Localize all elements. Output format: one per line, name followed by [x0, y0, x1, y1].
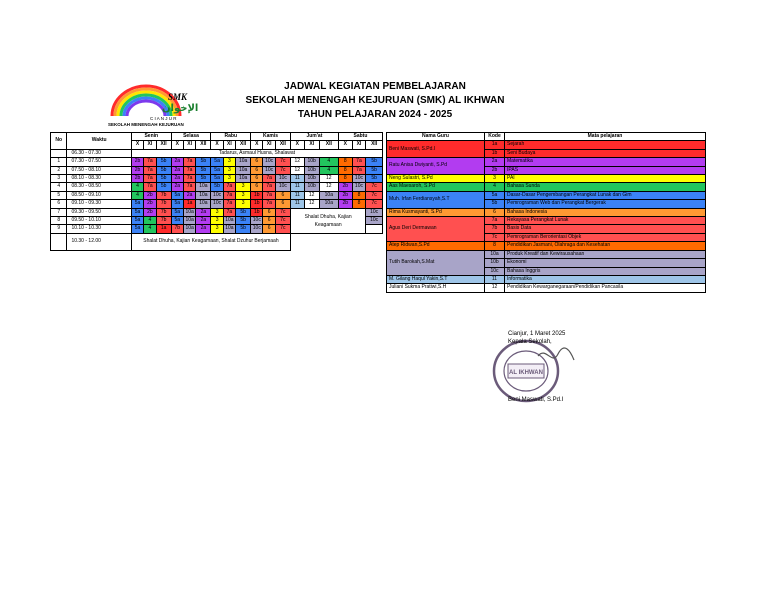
lesson-cell: 7c — [366, 191, 383, 199]
lesson-cell: 7a — [144, 158, 156, 166]
subject-name: Ekonomi — [505, 259, 706, 267]
class-head-1-2: XII — [196, 141, 211, 149]
lesson-cell: 10c — [263, 158, 275, 166]
schedule-row — [51, 191, 383, 199]
lesson-cell: 10a — [225, 217, 234, 224]
schedule-body — [51, 149, 383, 250]
lesson-cell: 7a — [352, 158, 366, 166]
lesson-cell: 10b — [304, 166, 319, 174]
lesson-cell: 5b — [366, 158, 383, 166]
teacher-row — [387, 217, 706, 225]
logo-city: C I A N J U R — [150, 116, 177, 121]
teacher-row — [387, 191, 706, 199]
lesson-cell: 7b — [156, 208, 171, 216]
subject-name: Pemrograman Web dan Perangkat Bergerak — [505, 200, 706, 208]
lesson-cell: 7a — [223, 208, 235, 216]
lesson-cell: 4 — [144, 217, 156, 225]
lesson-cell: 7a — [223, 200, 235, 208]
lesson-cell: 7a — [144, 175, 156, 183]
stamp-text: AL IKHWAN — [509, 370, 543, 376]
row-time: 09.30 - 09.50 — [67, 208, 131, 216]
teacher-row — [387, 141, 706, 149]
schedule-row — [51, 158, 383, 166]
lesson-cell: 1b — [251, 200, 263, 208]
lesson-cell: 8 — [338, 166, 352, 174]
subject-code: 7a — [485, 217, 505, 225]
subject-name: Bahasa Indonesia — [505, 208, 706, 216]
class-head-3-1: XI — [263, 141, 275, 149]
lesson-cell: 5b — [196, 158, 211, 166]
lesson-cell: 11 — [290, 191, 304, 199]
teacher-row — [387, 175, 706, 183]
lesson-cell: 7a — [263, 183, 275, 191]
subject-code: 10c — [485, 267, 505, 275]
lesson-cell: 10a — [225, 225, 234, 232]
schedule-row — [51, 175, 383, 183]
opening-time: 06.30 - 07.30 — [67, 149, 131, 157]
lesson-cell: 7c — [275, 166, 290, 174]
lesson-cell: 5a — [171, 200, 183, 208]
lesson-cell: 4 — [131, 183, 143, 191]
head-kode: Kode — [485, 133, 505, 141]
signature-name: Beni Maswati, S.Pd.I — [508, 397, 564, 403]
lesson-cell: 10a — [236, 158, 251, 166]
subject-code: 5a — [485, 191, 505, 199]
schedule-row — [51, 200, 383, 208]
class-head-1-1: XI — [183, 141, 195, 149]
row-time: 07.30 - 07.50 — [67, 158, 131, 166]
subject-name: Bahasa Inggris — [505, 267, 706, 275]
lesson-cell: 11 — [290, 200, 304, 208]
subject-code: 5b — [485, 200, 505, 208]
teacher-name: Ratu Anisa Dwiyanti, S.Pd — [387, 158, 485, 175]
schedule-row — [51, 166, 383, 174]
class-head-2-2: XII — [236, 141, 251, 149]
lesson-cell: 2b — [338, 183, 352, 191]
lesson-cell: 10c — [251, 217, 263, 225]
row-no: 8 — [51, 217, 67, 225]
lesson-cell: 10c — [366, 217, 383, 225]
lesson-cell: 5a — [131, 225, 143, 233]
subject-code: 10b — [485, 259, 505, 267]
signature-date: Cianjur, 1 Maret 2025 — [508, 331, 566, 337]
class-head-4-1: XI — [304, 141, 319, 149]
subject-code: 7c — [485, 233, 505, 241]
lesson-cell: 2a — [196, 217, 211, 225]
closing-time: 10.30 - 12.00 — [67, 233, 131, 250]
lesson-cell: 10a — [185, 208, 194, 215]
class-head-0-2: XII — [156, 141, 171, 149]
lesson-cell: 7c — [275, 208, 290, 216]
lesson-cell: 7c — [275, 217, 290, 225]
class-head-3-2: XII — [275, 141, 290, 149]
subject-name: PAI — [505, 175, 706, 183]
subject-name: Produk Kreatif dan Kewirausahaan — [505, 250, 706, 258]
subject-code: 8 — [485, 242, 505, 250]
lesson-cell: 10c — [352, 183, 366, 191]
lesson-cell: 4 — [144, 225, 156, 233]
signature-block — [508, 330, 565, 404]
teacher-body — [387, 141, 706, 292]
lesson-cell: 7a — [263, 191, 275, 199]
closing-activity: Shalat Dhuha, Kajian Keagamaan, Shalat Dzuhur Berjamaah — [131, 233, 290, 250]
lesson-cell: 6 — [251, 183, 263, 191]
subject-name: Seni Budaya — [505, 149, 706, 157]
teacher-row — [387, 284, 706, 292]
row-no: 1 — [51, 158, 67, 166]
lesson-cell: 12 — [290, 166, 304, 174]
schedule-row — [51, 183, 383, 191]
teacher-row — [387, 275, 706, 283]
lesson-cell: 4 — [319, 166, 338, 174]
lesson-cell: 2b — [144, 208, 156, 216]
teacher-name: Aas Maesaroh, S.Pd — [387, 183, 485, 191]
logo-smk: SMK — [168, 92, 188, 102]
lesson-cell: 6 — [251, 166, 263, 174]
signature-space — [508, 346, 565, 396]
teacher-name: Agus Deri Dermawan — [387, 217, 485, 242]
teacher-name: Neng Sulastri, S.Pd — [387, 175, 485, 183]
subject-code: 2b — [485, 166, 505, 174]
subject-name: Basis Data — [505, 225, 706, 233]
lesson-cell: 10c — [275, 175, 290, 183]
header-year: TAHUN PELAJARAN 2024 - 2025 — [297, 109, 453, 120]
teacher-table — [386, 132, 706, 293]
lesson-cell: 7b — [156, 217, 171, 225]
lesson-cell: 2b — [144, 191, 156, 199]
lesson-cell: 2b — [338, 200, 352, 208]
schedule-row — [51, 208, 383, 216]
head-mapel: Mata pelajaran — [505, 133, 706, 141]
subject-name: Informatika — [505, 275, 706, 283]
lesson-cell: 7a — [223, 191, 235, 199]
subject-code: 4 — [485, 183, 505, 191]
lesson-cell: 3 — [211, 217, 223, 225]
class-head-5-0: X — [338, 141, 352, 149]
lesson-cell: 10c — [251, 225, 263, 233]
lesson-cell: 10a — [185, 217, 194, 224]
subject-name: Rekayasa Perangkat Lunak — [505, 217, 706, 225]
lesson-cell: 5b — [236, 208, 251, 216]
class-head-0-0: X — [131, 141, 143, 149]
lesson-cell: 3 — [236, 191, 251, 199]
day-selasa: Selasa — [171, 133, 211, 141]
lesson-cell: 3 — [236, 183, 251, 191]
lesson-cell: 10a — [196, 191, 211, 199]
lesson-cell: 3 — [236, 200, 251, 208]
teacher-row — [387, 242, 706, 250]
lesson-cell: 5a — [211, 166, 223, 174]
row-time: 08.30 - 08.50 — [67, 183, 131, 191]
lesson-cell: 2a — [171, 183, 183, 191]
lesson-cell: 5a — [171, 217, 183, 225]
lesson-cell: 2b — [131, 166, 143, 174]
document-header — [200, 80, 550, 122]
header-school: SEKOLAH MENENGAH KEJURUAN (SMK) AL IKHWAN — [245, 95, 505, 106]
day-senin: Senin — [131, 133, 171, 141]
lesson-cell: 5b — [196, 175, 211, 183]
lesson-cell: 5a — [211, 175, 223, 183]
lesson-cell: 3 — [211, 225, 223, 233]
lesson-cell: 7c — [366, 200, 383, 208]
class-head-0-1: XI — [144, 141, 156, 149]
lesson-cell: 2b — [131, 175, 143, 183]
lesson-cell: 10b — [304, 175, 319, 183]
subject-code: 10a — [485, 250, 505, 258]
subject-name: Matematika — [505, 158, 706, 166]
day-rabu: Rabu — [211, 133, 251, 141]
row-no: 2 — [51, 166, 67, 174]
lesson-cell: 12 — [319, 175, 338, 183]
lesson-cell: 10c — [275, 183, 290, 191]
lesson-cell: 5b — [236, 225, 251, 233]
lesson-cell: 5b — [211, 183, 223, 191]
lesson-cell: 12 — [319, 183, 338, 191]
lesson-cell: 10a — [196, 200, 211, 208]
lesson-cell: 10a — [185, 225, 194, 232]
class-head-2-1: XI — [223, 141, 235, 149]
lesson-cell: 12 — [304, 191, 319, 199]
teacher-name: Muh. Irfan Ferdiansyah,S.T — [387, 191, 485, 208]
lesson-cell: 2a — [171, 166, 183, 174]
teacher-name: Beni Maswati, S.Pd.I — [387, 141, 485, 158]
lesson-cell: 6 — [251, 175, 263, 183]
row-time: 09.50 - 10.10 — [67, 217, 131, 225]
lesson-cell: 2b — [144, 200, 156, 208]
opening-no — [51, 149, 67, 157]
closing-row — [51, 233, 383, 250]
teacher-row — [387, 250, 706, 258]
lesson-cell: 6 — [251, 158, 263, 166]
lesson-cell: 6 — [275, 200, 290, 208]
lesson-cell: 10c — [211, 200, 223, 208]
lesson-cell: 6 — [263, 208, 275, 216]
teacher-name: Rima Kusmayanti, S.Pd — [387, 208, 485, 216]
lesson-cell: 7b — [156, 200, 171, 208]
lesson-cell: 2b — [338, 191, 352, 199]
logo-arabic: الإخوان — [162, 103, 199, 114]
lesson-cell: 5b — [236, 217, 251, 225]
lesson-cell: 5a — [131, 217, 143, 225]
lesson-cell: 8 — [352, 191, 366, 199]
subject-name: IPAS — [505, 166, 706, 174]
row-time: 09.10 - 09.30 — [67, 200, 131, 208]
row-no: 9 — [51, 225, 67, 233]
teacher-name: Atep Ridwan,S.Pd — [387, 242, 485, 250]
teacher-name: Juliani Sukma Pratiwi,S.H — [387, 284, 485, 292]
lesson-cell: 5b — [156, 175, 171, 183]
lesson-cell: 5b — [366, 175, 383, 183]
lesson-cell: 5a — [211, 158, 223, 166]
lesson-cell: 12 — [290, 158, 304, 166]
lesson-cell: 10a — [319, 200, 338, 208]
head-waktu: Waktu — [67, 133, 131, 150]
lesson-cell: 7a — [263, 200, 275, 208]
subject-code: 7b — [485, 225, 505, 233]
lesson-cell: 2a — [171, 158, 183, 166]
subject-code: 3 — [485, 175, 505, 183]
lesson-cell: 7a — [144, 166, 156, 174]
row-time: 07.50 - 08.10 — [67, 166, 131, 174]
lesson-cell: 7a — [352, 166, 366, 174]
teacher-name: M. Gilang Haqul Yakin,S.T — [387, 275, 485, 283]
lesson-cell: 8 — [338, 158, 352, 166]
lesson-cell: 6 — [263, 225, 275, 233]
row-time: 08.10 - 08.30 — [67, 175, 131, 183]
lesson-cell: 3 — [211, 208, 223, 216]
opening-row — [51, 149, 383, 157]
lesson-cell: 10b — [304, 158, 319, 166]
lesson-cell: 10a — [196, 183, 211, 191]
teacher-row — [387, 183, 706, 191]
class-head-5-1: XI — [352, 141, 366, 149]
class-head-3-0: X — [251, 141, 263, 149]
subject-code: 6 — [485, 208, 505, 216]
lesson-cell: 10c — [263, 166, 275, 174]
lesson-cell: 7c — [275, 225, 290, 233]
head-nama-guru: Nama Guru — [387, 133, 485, 141]
row-no: 6 — [51, 200, 67, 208]
lesson-cell: 5a — [171, 208, 183, 216]
lesson-cell: 5a — [131, 200, 143, 208]
lesson-cell: 8 — [352, 200, 366, 208]
lesson-cell: 5b — [156, 183, 171, 191]
day-kamis: Kamis — [251, 133, 291, 141]
lesson-cell: 7c — [275, 158, 290, 166]
subject-name: Sejarah — [505, 141, 706, 149]
signature-role: Kepala Sekolah, — [508, 339, 552, 345]
class-head-2-0: X — [211, 141, 223, 149]
lesson-cell: 7b — [171, 225, 183, 233]
lesson-cell: 7c — [366, 183, 383, 191]
subject-name: Pendidikan Kewarganegaraan/Pendidikan Pancasila — [505, 284, 706, 292]
opening-activity: Tadarus, Asmaul Husna, Shalawat — [131, 149, 382, 157]
lesson-cell: 1b — [251, 208, 263, 216]
subject-name: Pendidikan Jasmani, Olahraga dan Kesehatan — [505, 242, 706, 250]
lesson-cell: 4 — [319, 158, 338, 166]
class-head-1-0: X — [171, 141, 183, 149]
lesson-cell: 11 — [290, 183, 304, 191]
row-time: 08.50 - 09.10 — [67, 191, 131, 199]
subject-name: Bahasa Sunda — [505, 183, 706, 191]
subject-code: 11 — [485, 275, 505, 283]
lesson-cell: 5b — [156, 166, 171, 174]
lesson-cell: 5b — [156, 158, 171, 166]
lesson-cell: 7b — [156, 191, 171, 199]
lesson-cell: 7a — [183, 158, 195, 166]
lesson-cell: 5b — [196, 166, 211, 174]
subject-code: 1b — [485, 149, 505, 157]
header-title: JADWAL KEGIATAN PEMBELAJARAN — [284, 81, 466, 92]
teacher-row — [387, 158, 706, 166]
lesson-cell: 4 — [131, 191, 143, 199]
teacher-name: Tutih Barokah,S.Mat — [387, 250, 485, 275]
schedule-table — [50, 132, 383, 251]
class-head-4-0: X — [290, 141, 304, 149]
class-head-5-2: XII — [366, 141, 383, 149]
lesson-cell: 1a — [156, 225, 171, 233]
lesson-cell: 10c — [366, 208, 383, 216]
friday-activity: Shalat Dhuha, Kajian Keagamaan — [290, 208, 365, 233]
lesson-cell: 7a — [144, 183, 156, 191]
lesson-cell: 2a — [196, 208, 211, 216]
lesson-cell: 5b — [366, 166, 383, 174]
lesson-cell: 1a — [183, 200, 195, 208]
subject-code: 12 — [485, 284, 505, 292]
lesson-cell: 7a — [183, 166, 195, 174]
subject-name: Pemrograman Berorientasi Objek — [505, 233, 706, 241]
logo-school: SEKOLAH MENENGAH KEJURUAN — [108, 122, 184, 127]
lesson-cell: 8 — [338, 175, 352, 183]
day-sabtu: Sabtu — [338, 133, 382, 141]
lesson-cell: 5a — [171, 191, 183, 199]
lesson-cell: 2a — [196, 225, 211, 233]
lesson-cell — [366, 225, 383, 233]
lesson-cell: 2a — [183, 191, 195, 199]
lesson-cell: 10a — [236, 166, 251, 174]
lesson-cell: 10a — [319, 191, 338, 199]
lesson-cell: 7a — [263, 175, 275, 183]
lesson-cell: 7a — [183, 175, 195, 183]
row-no: 3 — [51, 175, 67, 183]
lesson-cell: 11 — [290, 175, 304, 183]
lesson-cell: 6 — [263, 217, 275, 225]
lesson-cell: 7a — [223, 183, 235, 191]
lesson-cell: 3 — [223, 158, 235, 166]
class-head-4-2: XII — [319, 141, 338, 149]
row-no: 5 — [51, 191, 67, 199]
lesson-cell: 3 — [223, 166, 235, 174]
head-no: No — [51, 133, 67, 150]
subject-code: 1a — [485, 141, 505, 149]
lesson-cell: 7a — [183, 183, 195, 191]
lesson-cell: 12 — [304, 200, 319, 208]
subject-name: Dasar-Dasar Pengembangan Perangkat Lunak dan Gim — [505, 191, 706, 199]
row-no: 4 — [51, 183, 67, 191]
closing-no — [51, 233, 67, 250]
subject-code: 2a — [485, 158, 505, 166]
lesson-cell: 1b — [251, 191, 263, 199]
row-no: 7 — [51, 208, 67, 216]
lesson-cell: 5a — [131, 208, 143, 216]
day-jumat: Jum'at — [290, 133, 338, 141]
lesson-cell: 10a — [236, 175, 251, 183]
row-time: 10.10 - 10.30 — [67, 225, 131, 233]
lesson-cell: 10b — [304, 183, 319, 191]
lesson-cell: 2a — [171, 175, 183, 183]
lesson-cell: 2b — [131, 158, 143, 166]
lesson-cell: 6 — [275, 191, 290, 199]
lesson-cell: 10c — [211, 191, 223, 199]
teacher-row — [387, 208, 706, 216]
lesson-cell: 3 — [223, 175, 235, 183]
lesson-cell: 10c — [352, 175, 366, 183]
